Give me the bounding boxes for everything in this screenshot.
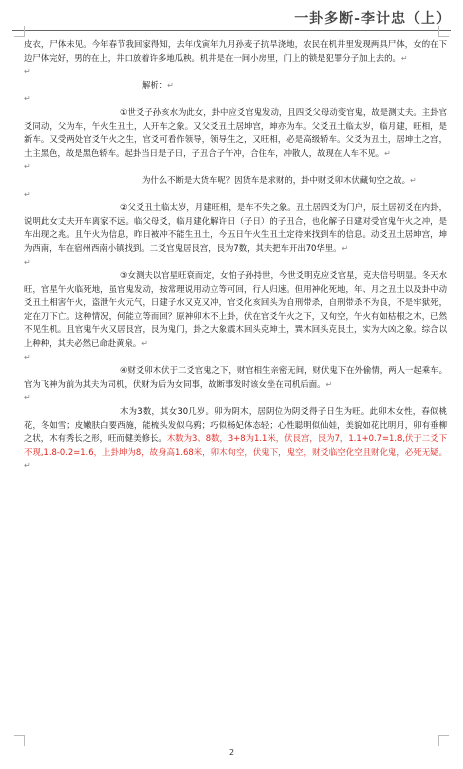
- page-number: 2: [228, 748, 235, 757]
- crop-mark-bottom-left: [14, 735, 25, 746]
- empty-paragraph: ↵: [24, 67, 31, 77]
- document-body: [24, 38, 447, 473]
- paragraph-mark: ↵: [341, 243, 349, 253]
- empty-paragraph: ↵: [24, 162, 31, 172]
- paragraph: ③女测夫以官星旺衰而定，女怕子孙持世，今世爻明克应爻官星，克夫信号明显。冬天水旺，官星午火临死地，虽官鬼发动，按常理说用动立等可回，行人归速。但用神化死地，年、月之丑土以及卦中动爻丑土相害午火，盗泄午火元气，日建子水又克又冲，官爻化亥回头为自刑带杀，自刑带杀不为良，不是牢狱死，定在刀下亡。这种情况，何能立等而回？原神卯木不上卦，伏在官爻午火之下，又旬空，午火有如枯根之木，已然不见生机。且官鬼午火又居艮宫，艮为鬼门，卦之大象震木回头克坤土，巽木回头克艮土，实为大凶之象。综合以上种种，其夫必然已命赴黄泉。↵: [24, 270, 447, 349]
- paragraph-mark: ↵: [400, 53, 408, 63]
- paragraph: 为什么不断是大货车呢？因货车是求财的，卦中财爻卯木伏藏旬空之故。↵: [142, 174, 417, 185]
- paragraph: ④财爻卯木伏于二爻官鬼之下，财官相生亲密无间，财伏鬼下在外偷情，两人一起乘车。官为飞神为前为其夫为司机，伏财为后为女同事，故断事发时该女坐在司机后面。↵: [24, 365, 447, 389]
- highlighted-text: 木数为3、8数，3+8为1.1米，伏艮宫，艮为7，1.1+0.7=1.8,伏于二爻下不现,1.8-0.2=1.6，上卦坤为8，故身高1.68米，卯木旬空，伏鬼下，鬼空，财爻临空化空且财化鬼，必死无疑。: [24, 433, 447, 457]
- analysis-heading: 解析：↵: [142, 79, 174, 90]
- crop-mark-top-right: [438, 26, 449, 37]
- empty-paragraph: ↵: [24, 94, 31, 104]
- paragraph-mark: ↵: [384, 148, 391, 158]
- crop-mark-bottom-right: [438, 735, 449, 746]
- header-rule: [12, 30, 451, 31]
- paragraph-mark: ↵: [24, 461, 31, 471]
- paragraph-mark: ↵: [167, 80, 174, 90]
- empty-paragraph: ↵: [24, 352, 31, 362]
- paragraph: ②父爻丑土临太岁，月建旺相，是车不失之象。丑土居四爻为门户，辰土居初爻在内卦，说明此女丈夫开车离家不远。临父母爻，临月建化解许日（子日）的子丑合，也化解子日建对受官鬼午火之冲，是车出现之兆。且午火为信息，昨日被冲不能生丑土，今五日午火生丑土定待来找到车的信息。动爻丑土居坤宫，坤为西南，车在宿州西南小镇找到。二爻官鬼居艮宫，艮为7数，其夫把车开出70华里。↵: [24, 202, 447, 253]
- paragraph: 皮衣，尸体未见。今年春节我回家得知，去年戊寅年九月孙麦子抗旱浇地，农民在机井里发现两具尸体，女的在下边尸体完好，男的在上，井口放着许多地瓜秧。机井是在一间小房里，门上的锁是犯罪分子加上去的。↵: [24, 39, 447, 63]
- paragraph-mark: ↵: [141, 339, 148, 349]
- empty-paragraph: ↵: [24, 189, 31, 199]
- header-title: 一卦多断-李计忠（上）: [294, 11, 451, 27]
- paragraph-mark: ↵: [410, 175, 417, 185]
- empty-paragraph: ↵: [24, 393, 31, 403]
- empty-paragraph: ↵: [24, 257, 31, 267]
- paragraph: 木为3数，其女30几岁。卯为阴木，居阴位为阴爻得子日生为旺。此卯木女性，春似桃花，冬如雪；皮嫩肤白要西施，能梳头发似乌鸦；巧似杨妃体态轻；心性聪明似仙娃，美貌如花比明月，卯有垂柳之状，木有秀长之形，旺而健美修长。木数为3、8数，3+8为1.1米，伏艮宫，艮为7，1.1+0.7=1.8,伏于二爻下不现,1.8-0.2=1.6，上卦坤为8，故身高1.68米，卯木旬空，伏鬼下，鬼空，财爻临空化空且财化鬼，必死无疑。↵: [24, 406, 447, 471]
- paragraph: ①世爻子孙亥水为此女，卦中应爻官鬼发动，且四爻父母动变官鬼，故是测丈夫。主卦官爻同动，父为车，午火生丑土，人开车之象。又父爻丑土居坤宫，坤亦为车。父爻丑土临太岁，临月建，旺相，是新车。又受两处官爻午火之生，官爻可看作领导，领导生之，又旺相，必是高级轿车。父爻为丑土，居坤土之宫，土主黑色，故是黑色轿车。起卦当日是子日，子丑合子午冲，合住车，冲散人，故现在人车不见。↵: [24, 106, 447, 158]
- crop-mark-top-left: [14, 26, 25, 37]
- paragraph-mark: ↵: [325, 379, 333, 389]
